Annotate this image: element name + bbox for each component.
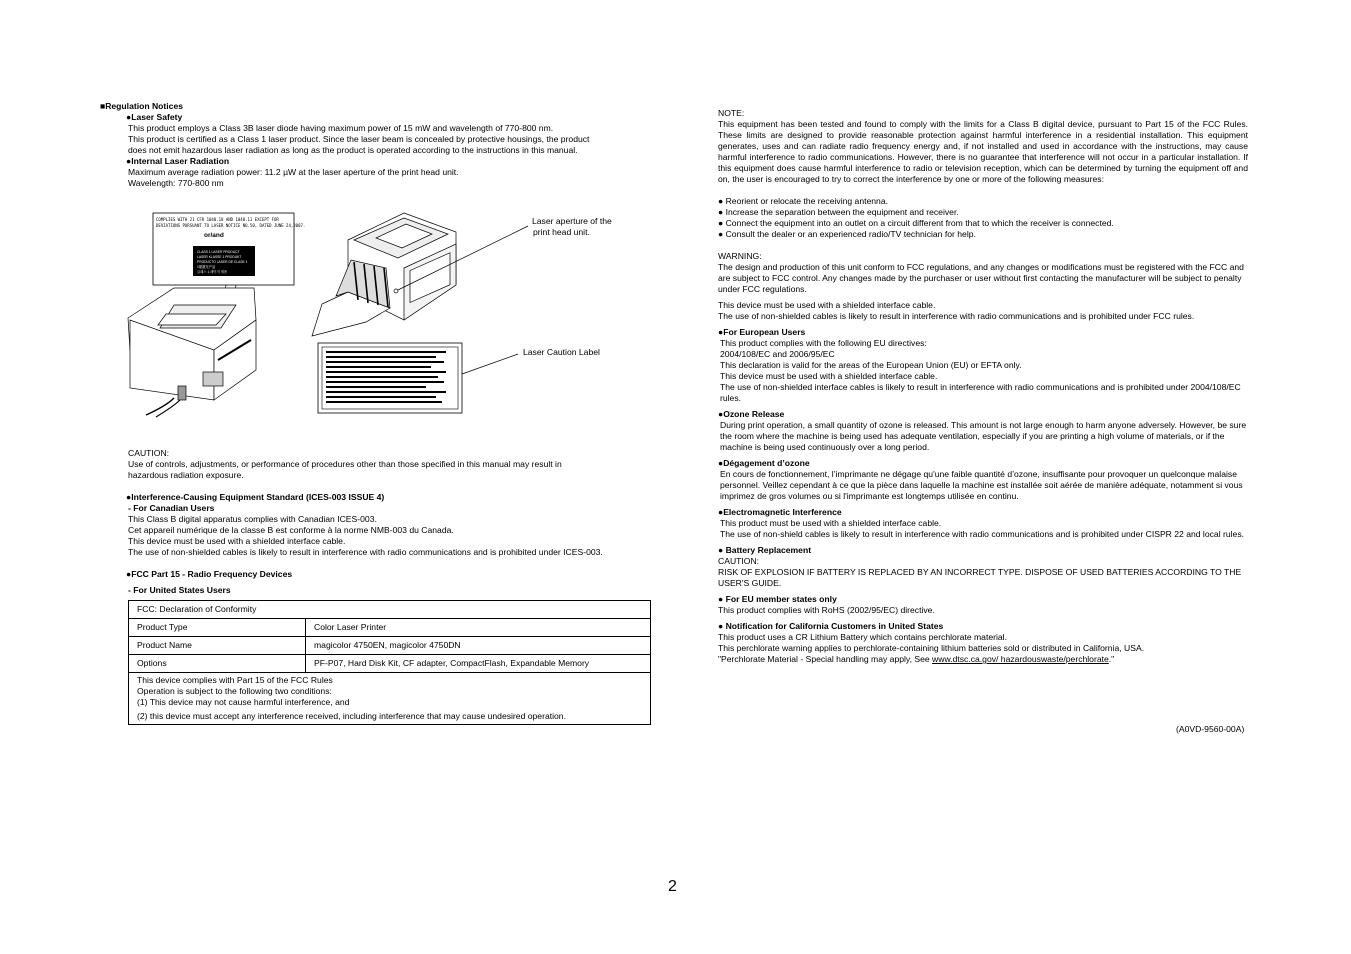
european-line: 2004/108/EC and 2006/95/EC	[720, 349, 835, 359]
california-line2: This perchlorate warning applies to perchlorate-containing lithium batteries sold or distributed in California, USA.	[718, 643, 1145, 653]
callout-aperture-line1: Laser aperture of the	[532, 216, 612, 226]
fcc-footer-line: (1) This device may not cause harmful interference, and	[137, 697, 350, 707]
european-line: The use of non-shielded interface cables is likely to result in interference with radio communications and is prohibited under 2004/108/EC rules.	[720, 382, 1241, 403]
measure-item: ● Increase the separation between the equipment and receiver.	[718, 207, 959, 217]
ozone-text: During print operation, a small quantity of ozone is released. This amount is not large enough to harm anyone adversely. However, be sure the room where the machine is being used has adequate ventilation, especially if you are printing a high volume of materials, or if the machine is being used continuously over a long period.	[720, 420, 1247, 452]
note-heading: NOTE:	[718, 108, 745, 118]
table-cell-key: Product Name	[129, 637, 306, 655]
ozone-heading: ●Ozone Release	[718, 409, 785, 419]
california-line3	[718, 654, 1248, 665]
internal-radiation-line: Wavelength: 770-800 nm	[128, 178, 224, 188]
laser-safety-line: This product is certified as a Class 1 laser product. Since the laser beam is concealed by protective housings, the product	[128, 134, 590, 144]
reference-code: (A0VD-9560-00A)	[1176, 724, 1245, 734]
callout-aperture	[532, 216, 612, 238]
eu-member-text: This product complies with RoHS (2002/95/EC) directive.	[718, 605, 935, 615]
class1-line: PRODUCTO LASER DE CLASE 1	[197, 260, 248, 264]
degagement-text: En cours de fonctionnement, l’imprimante ne dégage qu'une faible quantité d’ozone, insuffisante pour provoquer un quelconque malaise personnel. Veillez cependant à ce que la pièce dans laquelle la machine est installée soit aérée de manière adéquate, notamment si vous imprimez de gros volumes ou si l'imprimante est longtemps utilisée en continu.	[720, 469, 1243, 501]
fcc-footer-line: (2) this device must accept any interference received, including interference that may cause undesired operation.	[137, 711, 566, 721]
laser-safety-line: This product employs a Class 3B laser diode having maximum power of 15 mW and wavelength of 770-800 nm.	[128, 123, 554, 133]
shielded-line1: This device must be used with a shielded interface cable.	[718, 300, 936, 310]
regulation-title: ■Regulation Notices	[100, 101, 184, 111]
table-row	[129, 637, 651, 655]
label-top-line1: COMPLIES WITH 21 CFR 1040.10 AND 1040.11 EXCEPT FOR	[156, 217, 279, 222]
table-cell-value: magicolor 4750EN, magicolor 4750DN	[306, 637, 651, 655]
degagement-heading: ●Dégagement d’ozone	[718, 458, 810, 468]
right-column	[718, 108, 1248, 665]
label-top-line2: DEVIATIONS PURSUANT TO LASER NOTICE NO.50, DATED JUNE 24,2007.	[156, 223, 306, 228]
fcc-table-footer	[129, 673, 651, 725]
battery-text: RISK OF EXPLOSION IF BATTERY IS REPLACED BY AN INCORRECT TYPE. DISPOSE OF USED BATTERIES ACCORDING TO THE USER'S GUIDE.	[718, 567, 1242, 588]
laser-safety-line: does not emit hazardous laser radiation as long as the product is operated according to the instructions in this manual.	[128, 145, 578, 155]
laser-safety-heading: ●Laser Safety	[126, 112, 183, 122]
caution-heading: CAUTION:	[128, 448, 170, 458]
european-line: This declaration is valid for the areas of the European Union (EU) or EFTA only.	[720, 360, 1022, 370]
warning-heading: WARNING:	[718, 251, 762, 261]
printer-figure	[126, 210, 626, 420]
fcc-footer-line: This device complies with Part 15 of the FCC Rules	[137, 675, 333, 685]
shielded-line2: The use of non-shielded cables is likely to result in interference with radio communications and is prohibited under FCC rules.	[718, 311, 1195, 321]
fcc-table	[128, 600, 651, 725]
table-cell-value: PF-P07, Hard Disk Kit, CF adapter, CompactFlash, Expandable Memory	[306, 655, 651, 673]
ices-heading: ●Interference-Causing Equipment Standard (ICES-003 ISSUE 4)	[126, 492, 385, 502]
california-line3-post: ."	[1108, 654, 1115, 664]
ices-line: This Class B digital apparatus complies with Canadian ICES-003.	[128, 514, 377, 524]
printer-illustration	[126, 210, 626, 420]
battery-heading: ● Battery Replacement	[718, 545, 812, 555]
table-row	[129, 619, 651, 637]
page-number: 2	[668, 878, 677, 895]
measure-item: ● Connect the equipment into an outlet on a circuit different from that to which the receiver is connected.	[718, 218, 1114, 228]
european-heading: ●For European Users	[718, 327, 806, 337]
measure-item: ● Reorient or relocate the receiving antenna.	[718, 196, 889, 206]
or-and-text: or/and	[204, 232, 224, 239]
california-line3-pre: "Perchlorate Material - Special handling may apply, See	[718, 654, 933, 664]
california-line1: This product uses a CR Lithium Battery which contains perchlorate material.	[718, 632, 1007, 642]
eu-member-heading: ● For EU member states only	[718, 594, 837, 604]
class1-line: LASER KLASSE 1 PRODUKT	[197, 255, 242, 259]
california-heading: ● Notification for California Customers in United States	[718, 621, 944, 631]
fcc-heading: ●FCC Part 15 - Radio Frequency Devices	[126, 569, 293, 579]
measure-item: ● Consult the dealer or an experienced radio/TV technician for help.	[718, 229, 976, 239]
callout-aperture-line2: print head unit.	[533, 227, 590, 237]
fcc-sub: - For United States Users	[128, 585, 231, 595]
fcc-footer-line: Operation is subject to the following two conditions:	[137, 686, 332, 696]
european-line: This product complies with the following EU directives:	[720, 338, 927, 348]
internal-radiation-heading: ●Internal Laser Radiation	[126, 156, 230, 166]
perchlorate-link[interactable]: www.dtsc.ca.gov/ hazardouswaste/perchlorate	[932, 654, 1109, 664]
european-line: This device must be used with a shielded interface cable.	[720, 371, 938, 381]
emi-heading: ●Electromagnetic Interference	[718, 507, 842, 517]
left-column	[100, 101, 660, 189]
left-lower	[128, 448, 668, 725]
caution-line: hazardous radiation exposure.	[128, 470, 244, 480]
emi-line: The use of non-shield cables is likely to result in interference with radio communications and is prohibited under CISPR 22 and local rules.	[720, 529, 1245, 539]
class1-line: 클래스 1 레이저 제품	[197, 270, 228, 274]
table-cell-value: Color Laser Printer	[306, 619, 651, 637]
class1-line: 1類激光产品	[197, 265, 216, 269]
ices-line: This device must be used with a shielded interface cable.	[128, 536, 346, 546]
warning-text: The design and production of this unit conform to FCC regulations, and any changes or modifications must be registered with the FCC and are subject to FCC control. Any changes made by the purchaser or user without first contacting the manufacturer will be subject to penalty under FCC regulations.	[718, 262, 1244, 294]
battery-caution: CAUTION:	[718, 556, 760, 566]
emi-line: This product must be used with a shielded interface cable.	[720, 518, 942, 528]
ices-sub: - For Canadian Users	[128, 503, 215, 513]
table-cell-key: Options	[129, 655, 306, 673]
note-text: This equipment has been tested and found to comply with the limits for a Class B digital device, pursuant to Part 15 of the FCC Rules. These limits are designed to provide reasonable protection against harmful interference in a residential installation. This equipment generates, uses and can radiate radio frequency energy and, if not installed and used in accordance with the instructions, may cause harmful interference to radio communications. However, there is no guarantee that interference will not occur in a particular installation. If this equipment does cause harmful interference to radio or television reception, which can be determined by turning the equipment off and on, the user is encouraged to try to correct the interference by one or more of the following measures:	[718, 119, 1248, 184]
table-row	[129, 655, 651, 673]
internal-radiation-line: Maximum average radiation power: 11.2 µW at the laser aperture of the print head unit.	[128, 167, 459, 177]
table-cell-key: Product Type	[129, 619, 306, 637]
caution-line: Use of controls, adjustments, or performance of procedures other than those specified in this manual may result in	[128, 459, 562, 469]
callout-caution-label: Laser Caution Label	[523, 347, 600, 357]
fcc-table-title: FCC: Declaration of Conformity	[129, 601, 651, 619]
class1-line: CLASS 1 LASER PRODUCT	[197, 250, 240, 254]
ices-line: Cet appareil numérique de la classe B est conforme à la norme NMB-003 du Canada.	[128, 525, 454, 535]
ices-line: The use of non-shielded cables is likely to result in interference with radio communications and is prohibited under ICES-003.	[128, 547, 603, 557]
